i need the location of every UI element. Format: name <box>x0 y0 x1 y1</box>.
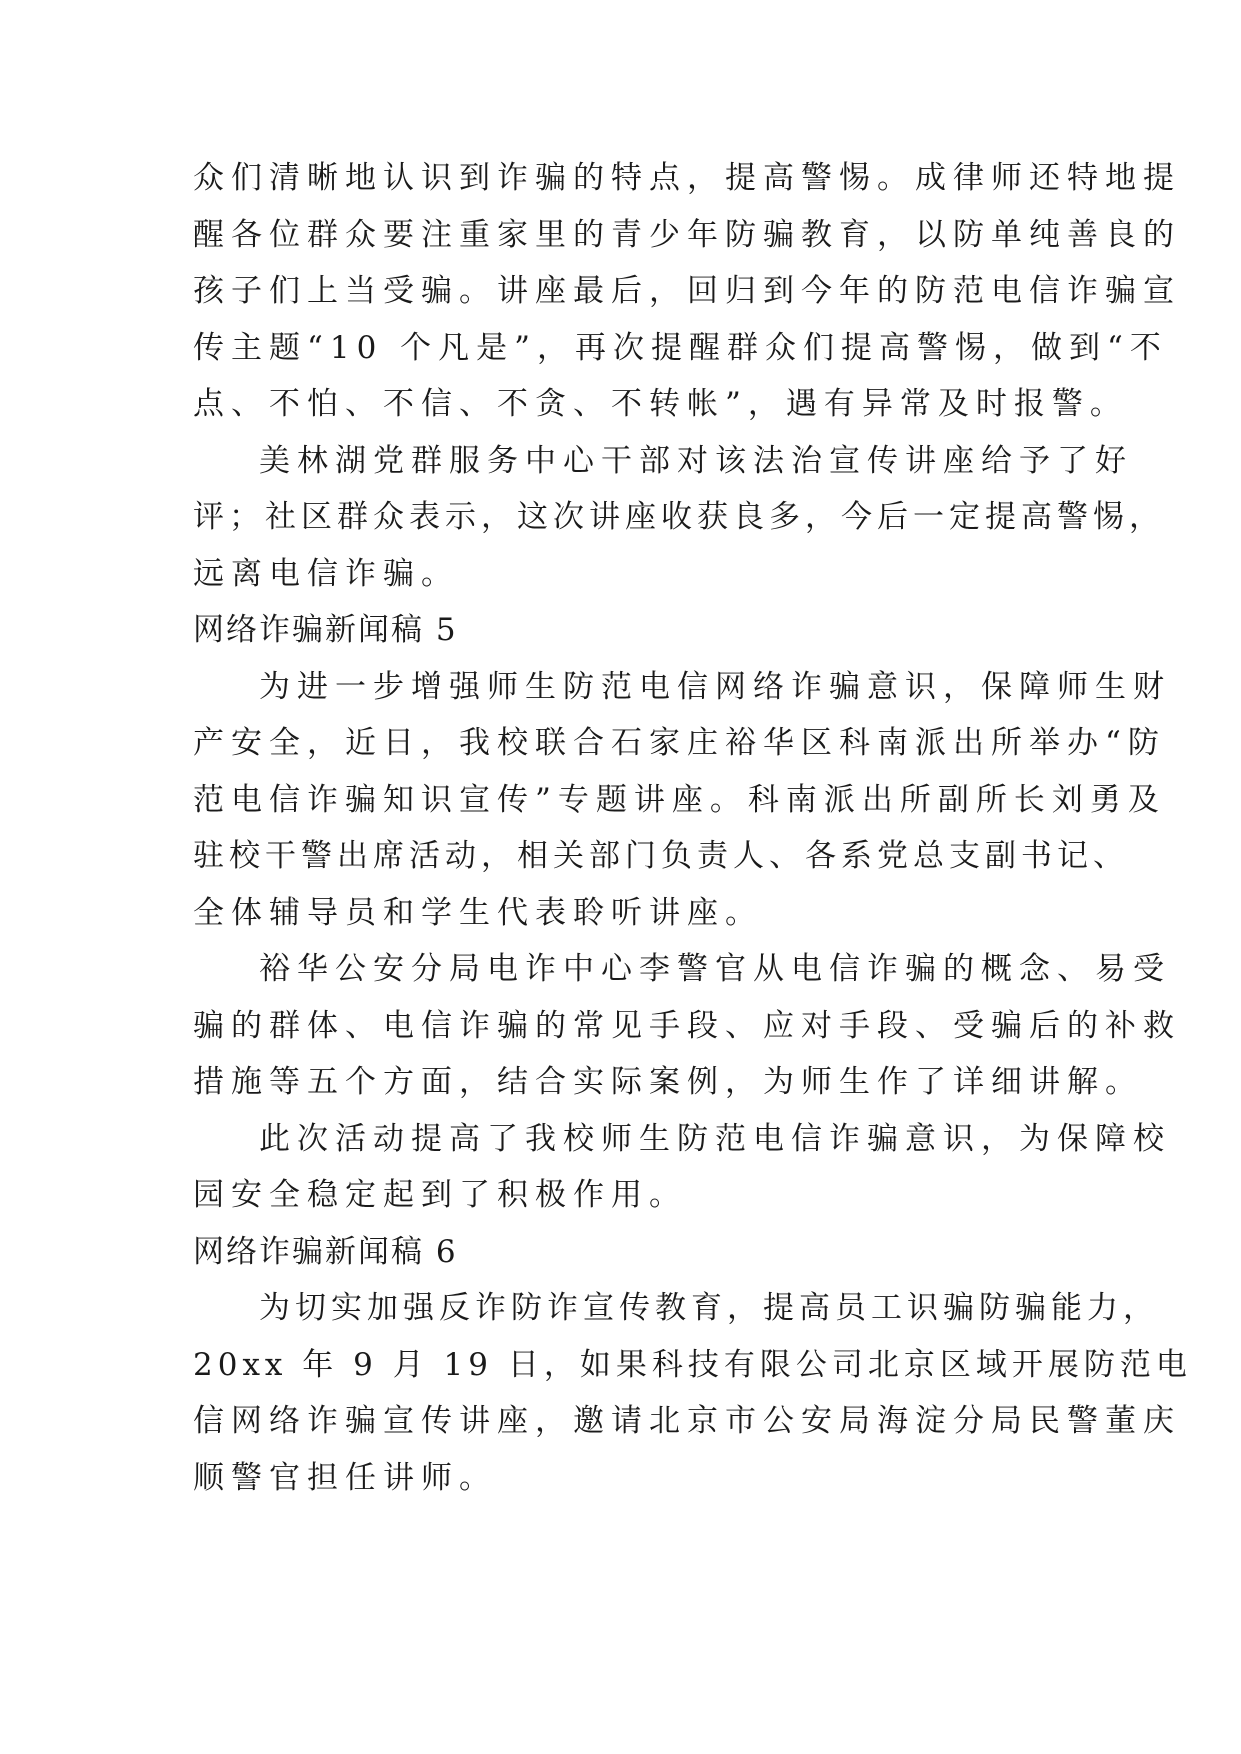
text-line: 措施等五个方面，结合实际案例，为师生作了详细讲解。 <box>193 1064 1143 1100</box>
text-line: 评；社区群众表示，这次讲座收获良多，今后一定提高警惕， <box>193 499 1165 535</box>
section-heading: 网络诈骗新闻稿 5 <box>193 612 458 648</box>
text-line: 众们清晰地认识到诈骗的特点，提高警惕。成律师还特地提 <box>193 160 1181 196</box>
paragraph-first-line: 裕华公安分局电诈中心李警官从电信诈骗的概念、易受 <box>259 951 1171 987</box>
text-line: 园安全稳定起到了积极作用。 <box>193 1177 687 1213</box>
text-line: 远离电信诈骗。 <box>193 555 459 592</box>
text-line: 范电信诈骗知识宣传”专题讲座。科南派出所副所长刘勇及 <box>193 781 1166 818</box>
paragraph-first-line: 此次活动提高了我校师生防范电信诈骗意识，为保障校 <box>259 1120 1171 1157</box>
text-line: 产安全，近日，我校联合石家庄裕华区科南派出所举办“防 <box>193 725 1166 761</box>
text-line: 点、不怕、不信、不贪、不转帐”，遇有异常及时报警。 <box>193 386 1128 422</box>
text-line: 顺警官担任讲师。 <box>193 1459 497 1496</box>
paragraph-first-line: 为进一步增强师生防范电信网络诈骗意识，保障师生财 <box>259 668 1171 705</box>
text-line: 孩子们上当受骗。讲座最后，回归到今年的防范电信诈骗宣 <box>193 273 1181 309</box>
text-line: 信网络诈骗宣传讲座，邀请北京市公安局海淀分局民警董庆 <box>193 1403 1181 1439</box>
paragraph-first-line: 美林湖党群服务中心干部对该法治宣传讲座给予了好 <box>259 442 1133 479</box>
text-line: 传主题“10 个凡是”，再次提醒群众们提高警惕，做到“不 <box>193 329 1168 366</box>
text-line: 全体辅导员和学生代表聆听讲座。 <box>193 894 763 931</box>
text-line: 驻校干警出席活动，相关部门负责人、各系党总支副书记、 <box>193 838 1129 874</box>
text-line: 醒各位群众要注重家里的青少年防骗教育，以防单纯善良的 <box>193 216 1181 253</box>
text-line: 骗的群体、电信诈骗的常见手段、应对手段、受骗后的补救 <box>193 1007 1181 1044</box>
section-heading: 网络诈骗新闻稿 6 <box>193 1233 458 1270</box>
document-page <box>193 150 1192 1506</box>
text-line: 20xx 年 9 月 19 日，如果科技有限公司北京区域开展防范电 <box>193 1346 1192 1383</box>
paragraph-first-line: 为切实加强反诈防诈宣传教育，提高员工识骗防骗能力， <box>259 1290 1159 1326</box>
